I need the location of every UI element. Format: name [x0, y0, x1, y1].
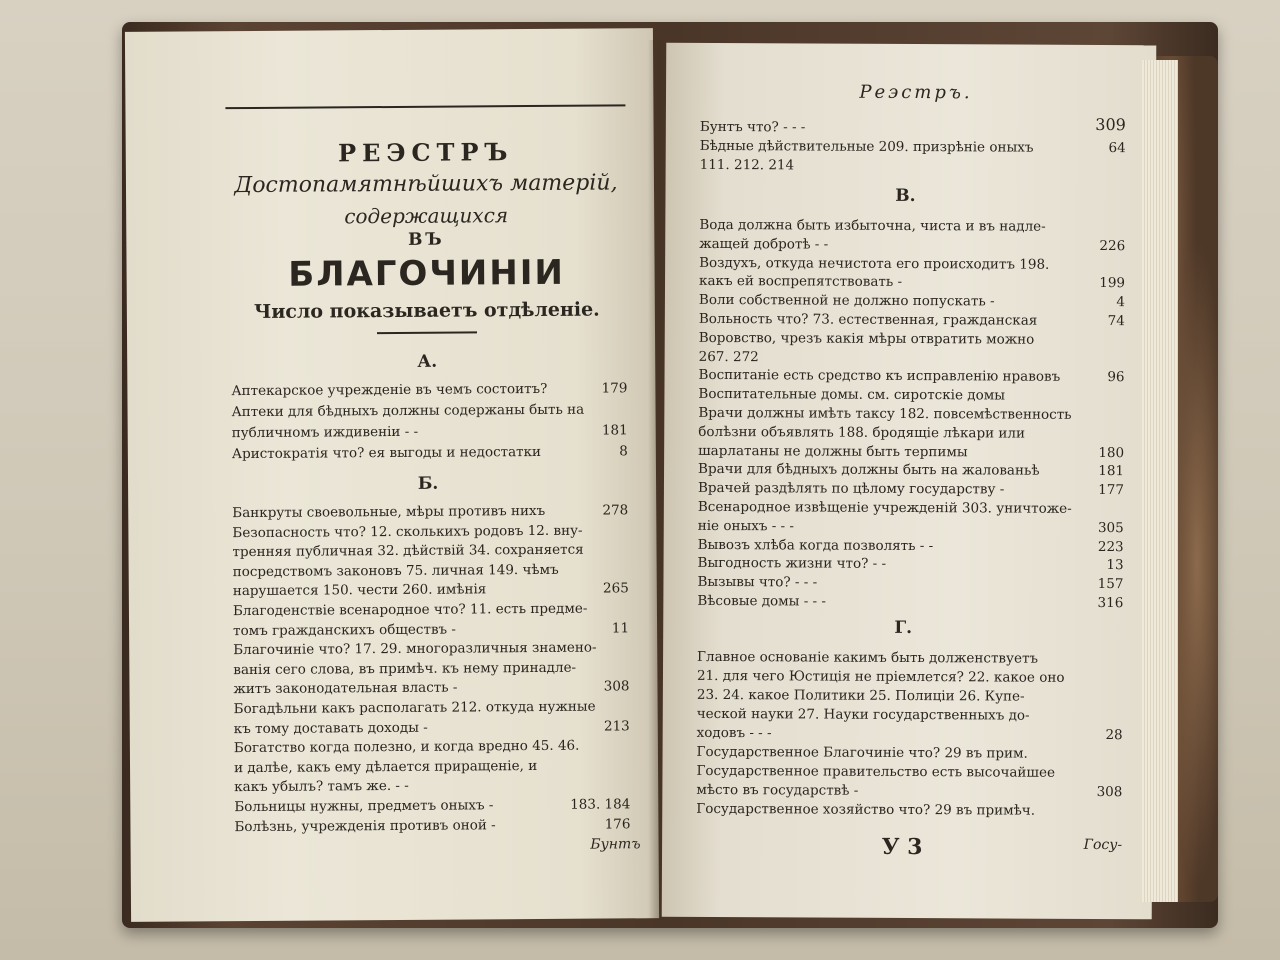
index-entry: Вода должна быть избыточна, чиста и въ надле- [699, 216, 1046, 235]
index-entry: Вольность что? 73. естественная, гражданская [698, 310, 1038, 329]
index-entry-number: 176 [604, 815, 631, 833]
index-entry-number: 223 [1097, 538, 1124, 555]
index-entry: Государственное хозяйство что? 29 въ примѣч. [696, 800, 1036, 819]
index-entry: нарушается 150. чести 260. имѣнія [232, 581, 487, 600]
index-entry: томъ гражданскихъ обществъ - [233, 621, 457, 639]
index-entry: Аптекарское учрежденіе въ чемъ состоитъ? [231, 380, 548, 400]
index-entry: публичномъ иждивеніи - - [231, 423, 419, 442]
index-entry: болѣзни объявлять 188. бродящіе лѣкари или [698, 423, 1026, 442]
index-entry: тренняя публичная 32. дѣйствій 34. сохраняется [232, 541, 584, 561]
index-entry-number: 181 [1098, 463, 1125, 480]
index-entry: 267. 272 [698, 348, 759, 365]
index-entry: шарлатаны не должны быть терпимы [698, 442, 968, 460]
index-entry: Воспитательные домы. см. сиротскіе домы [698, 386, 1006, 404]
index-entry: 111. 212. 214 [699, 156, 795, 174]
right-page [662, 43, 1157, 920]
index-entry-number: 28 [1105, 727, 1123, 744]
index-entry: какъ убылъ? тамъ же. - - [234, 778, 409, 796]
section-g: Г. [894, 617, 913, 639]
number-note: Число показываетъ отдѣленіе. [253, 298, 600, 323]
index-entry: ходовъ - - - [696, 724, 772, 742]
index-entry: посредствомъ законовъ 75. личная 149. чѣмъ [232, 561, 559, 580]
index-entry: къ тому доставать доходы - [233, 719, 428, 737]
index-entry-number: 308 [1096, 783, 1123, 801]
index-entry: ванія сего слова, въ примѣч. къ нему принадле- [233, 659, 577, 678]
index-entry: Вызывы что? - - - [697, 574, 818, 591]
section-v: В. [895, 185, 916, 207]
index-entry: Богатство когда полезно, и когда вредно 45. 46. [233, 737, 580, 757]
index-entry: Государственное Благочиніе что? 29 въ прим. [696, 743, 1028, 762]
index-entry: 21. для чего Юстиція не пріемлется? 22. какое оно [696, 667, 1065, 686]
header-rule [225, 104, 625, 109]
index-entry: какъ ей воспрепятствовать - [699, 273, 903, 291]
preposition: ВЪ [407, 229, 445, 250]
index-entry: Врачи должны имѣть таксу 182. повсемѣственность [698, 404, 1072, 423]
page-number: 309 [1095, 114, 1126, 135]
index-entry-number: 179 [601, 380, 628, 397]
index-entry: Выгодность жизни что? - - [697, 555, 887, 573]
index-entry-number: 183. 184 [570, 796, 631, 813]
signature-mark: У 3 [881, 833, 923, 861]
index-entry-number: 181 [601, 422, 628, 439]
index-entry: Вѣсовые домы - - - [697, 592, 827, 610]
section-a: А. [417, 351, 438, 372]
index-entry: ческой науки 27. Науки государственныхъ до- [696, 705, 1030, 724]
index-entry: Богадѣльни какъ располагать 212. откуда нужные [233, 698, 596, 718]
index-entry-number: 308 [603, 678, 630, 695]
index-entry-number: 278 [602, 502, 629, 519]
register-title: РЕЭСТРЪ [337, 137, 514, 168]
index-entry-number: 177 [1098, 482, 1124, 499]
index-entry: 23. 24. какое Политики 25. Полиціи 26. Купе- [696, 686, 1025, 705]
index-entry: Врачи для бѣдныхъ должны быть на жалованьѣ [698, 461, 1040, 480]
index-entry-number: 213 [603, 717, 630, 735]
index-entry: Воли собственной не должно попускать - [698, 292, 995, 310]
index-entry: ніе оныхъ - - - [697, 517, 795, 535]
index-entry: Аптеки для бѣдныхъ должны содержаны быть на [231, 401, 585, 421]
section-b: Б. [417, 473, 439, 494]
index-entry: и далѣе, какъ ему дѣлается приращеніе, и [233, 757, 538, 776]
index-entry: Благочиніе что? 17. 29. многоразличныя знамено- [233, 639, 597, 659]
running-head: Реэстръ. [859, 81, 973, 104]
index-entry: Аристократія что? ея выгоды и недостатки [231, 443, 542, 463]
note-rule [377, 331, 477, 333]
index-entry-number: 157 [1097, 576, 1124, 593]
register-subtitle-2: содержащихся [344, 203, 509, 229]
index-entry: житъ законодательная власть - [233, 679, 458, 698]
index-entry: мѣсто въ государствѣ - [696, 781, 859, 799]
index-entry-number: 64 [1108, 140, 1126, 157]
index-entry-number: 13 [1106, 557, 1124, 574]
index-entry: Главное основаніе какимъ быть долженствуетъ [697, 648, 1039, 667]
index-entry: Государственное правительство есть высочайшее [696, 762, 1056, 781]
index-entry-number: 96 [1107, 369, 1125, 386]
index-entry-number: 11 [611, 619, 630, 637]
index-entry: Воровство, чрезъ какія мѣры отвратить можно [698, 329, 1035, 348]
index-entry: Благоденствіе всенародное что? 11. есть предме- [232, 600, 588, 620]
index-entry-number: 180 [1098, 444, 1125, 461]
page-edges [1142, 60, 1178, 902]
left-page [125, 28, 659, 922]
index-entry-number: 74 [1107, 313, 1125, 330]
right-catchword: Госу- [1083, 836, 1123, 854]
index-entry: Вывозъ хлѣба когда позволять - - [697, 536, 934, 554]
index-entry-number: 4 [1116, 294, 1125, 311]
index-entry-number: 226 [1099, 237, 1126, 254]
index-entry: Болѣзнь, учрежденія противъ оной - [234, 816, 496, 835]
index-entry-number: 305 [1097, 519, 1124, 536]
index-entry: Бѣдные дѣйствительные 209. призрѣніе оныхъ [699, 137, 1034, 156]
index-entry-number: 8 [619, 443, 628, 460]
index-entry: Банкруты своевольные, мѣры противъ нихъ [232, 502, 546, 522]
index-entry: Больницы нужны, предметъ оныхъ - [234, 797, 494, 816]
left-catchword: Бунтъ [590, 836, 641, 853]
index-entry-number: 199 [1099, 275, 1126, 292]
index-entry-number: 316 [1097, 594, 1124, 612]
register-subtitle: Достопамятнѣйшихъ матерій, [234, 170, 618, 199]
index-entry: Бунтъ что? - - - [699, 118, 806, 136]
index-entry: жащей добротѣ - - [699, 235, 829, 253]
index-entry: Воздухъ, откуда нечистота его происходитъ 198. [699, 254, 1050, 273]
index-entry-number: 265 [602, 580, 629, 597]
main-title: БЛАГОЧИНІИ [288, 252, 565, 295]
index-entry: Безопасность что? 12. сколькихъ родовъ 12. вну- [232, 522, 583, 541]
index-entry: Всенародное извѣщеніе учрежденій 303. уничтоже- [697, 498, 1072, 517]
index-entry: Воспитаніе есть средство къ исправленію нравовъ [698, 367, 1061, 386]
index-entry: Врачей раздѣлять по цѣлому государству - [697, 480, 1005, 498]
